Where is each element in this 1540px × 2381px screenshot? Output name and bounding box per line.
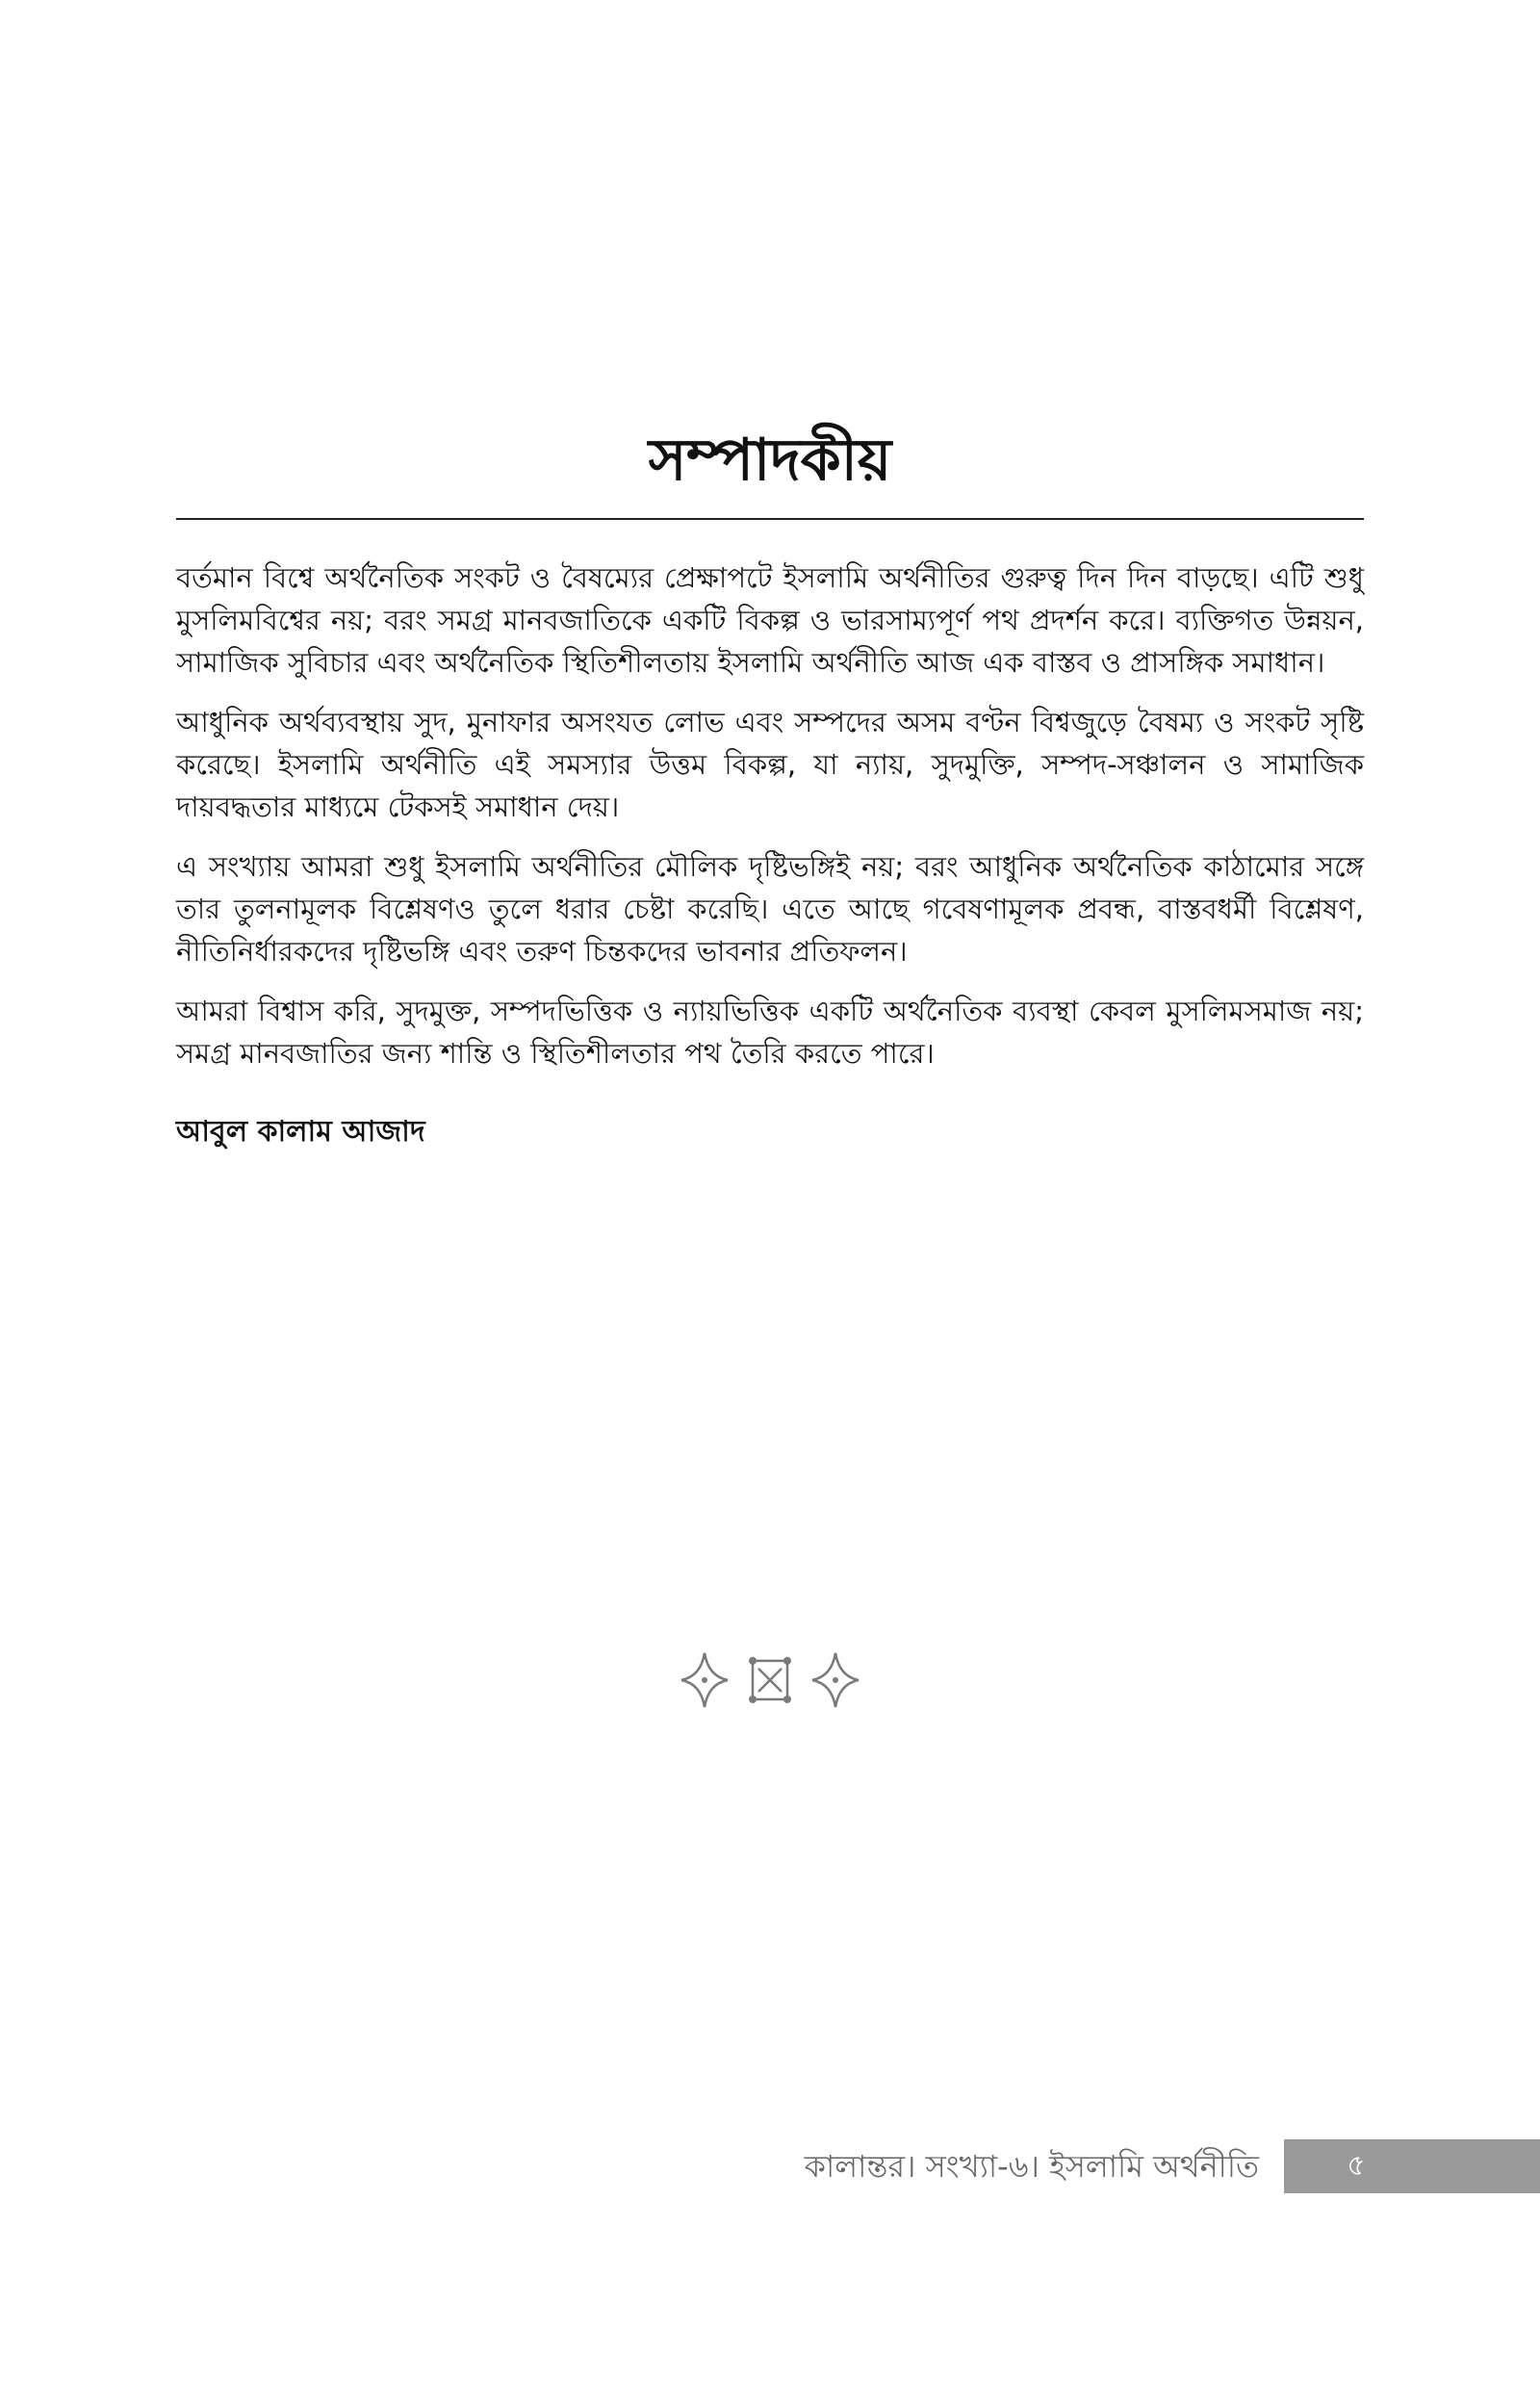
editorial-paragraph-3: এ সংখ্যায় আমরা শুধু ইসলামি অর্থনীতির মৌলিক দৃষ্টিভঙ্গিই নয়; বরং আধুনিক অর্থনৈতিক কাঠামোর সঙ্গে তার তুলনামূলক বিশ্লেষণও তুলে ধরার চেষ্টা করেছি। এতে আছে গবেষণামূলক প্রবন্ধ, বাস্তবধর্মী বিশ্লেষণ, নীতিনির্ধারকদের দৃষ্টিভঙ্গি এবং তরুণ চিন্তকদের ভাবনার প্রতিফলন। (176, 850, 1364, 968)
page-number: ৫ (1347, 2149, 1366, 2183)
editorial-paragraph-1: বর্তমান বিশ্বে অর্থনৈতিক সংকট ও বৈষম্যের প্রেক্ষাপটে ইসলামি অর্থনীতির গুরুত্ব দিন দিন বাড়ছে। এটি শুধু মুসলিমবিশ্বের নয়; বরং সমগ্র মানবজাতিকে একটি বিকল্প ও ভারসাম্যপূর্ণ পথ প্রদর্শন করে। ব্যক্তিগত উন্নয়ন, সামাজিক সুবিচার এবং অর্থনৈতিক স্থিতিশীলতায় ইসলামি অর্থনীতি আজ এক বাস্তব ও প্রাসঙ্গিক সমাধান। (176, 561, 1364, 679)
author-signature: আবুল কালাম আজাদ (176, 1115, 425, 1149)
decorative-star-ornament-icon (674, 1642, 866, 1719)
running-footer-title: কালান্তর। সংখ্যা-৬। ইসলামি অর্থনীতি (804, 2148, 1259, 2185)
editorial-paragraph-2: আধুনিক অর্থব্যবস্থায় সুদ, মুনাফার অসংযত লোভ এবং সম্পদের অসম বণ্টন বিশ্বজুড়ে বৈষম্য ও সংকট সৃষ্টি করেছে। ইসলামি অর্থনীতি এই সমস্যার উত্তম বিকল্প, যা ন্যায়, সুদমুক্তি, সম্পদ-সঞ্চালন ও সামাজিক দায়বদ্ধতার মাধ্যমে টেকসই সমাধান দেয়। (176, 706, 1364, 823)
title-divider (176, 518, 1364, 520)
editorial-body (176, 556, 1364, 1153)
editorial-paragraph-4: আমরা বিশ্বাস করি, সুদমুক্ত, সম্পদভিত্তিক ও ন্যায়ভিত্তিক একটি অর্থনৈতিক ব্যবস্থা কেবল মুসলিমসমাজ নয়; সমগ্র মানবজাতির জন্য শান্তি ও স্থিতিশীলতার পথ তৈরি করতে পারে। (176, 995, 1364, 1070)
page-number-badge (1284, 2139, 1540, 2193)
page-title: সম্পাদকীয় (648, 427, 892, 494)
